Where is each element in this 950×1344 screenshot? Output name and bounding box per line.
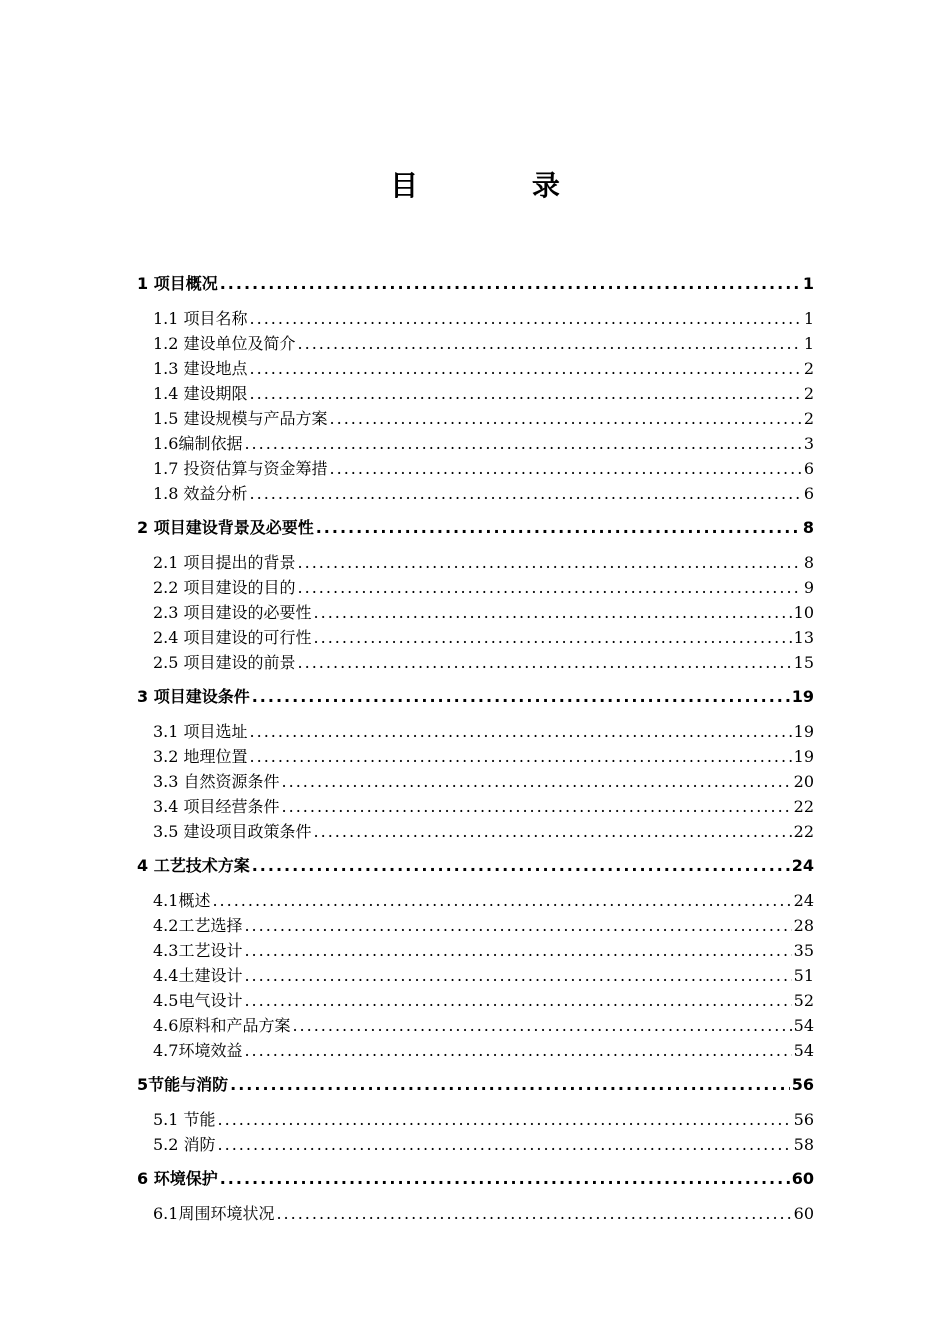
toc-entry-label: 2.3 项目建设的必要性 bbox=[153, 603, 312, 622]
toc-page-number: 19 bbox=[793, 747, 814, 766]
toc-section-entry[interactable] bbox=[137, 406, 814, 431]
toc-page-number: 1 bbox=[803, 334, 814, 353]
toc-dot-leader bbox=[314, 819, 792, 844]
toc-entry-label: 1.5 建设规模与产品方案 bbox=[153, 409, 328, 428]
toc-dot-leader bbox=[252, 684, 790, 710]
toc-entry-label: 4.1概述 bbox=[153, 891, 211, 910]
toc-page-number: 13 bbox=[793, 628, 814, 647]
toc-page-number: 9 bbox=[803, 578, 814, 597]
toc-chapter-entry[interactable] bbox=[137, 684, 814, 710]
toc-section-entry[interactable] bbox=[137, 1132, 814, 1157]
toc-dot-leader bbox=[330, 406, 802, 431]
toc-entry-label: 1 项目概况 bbox=[137, 274, 218, 293]
toc-entry-label: 2.4 项目建设的可行性 bbox=[153, 628, 312, 647]
toc-page-number: 56 bbox=[793, 1110, 814, 1129]
toc-section-entry[interactable] bbox=[137, 600, 814, 625]
toc-section-entry[interactable] bbox=[137, 1107, 814, 1132]
toc-dot-leader bbox=[250, 306, 802, 331]
toc-page-number: 24 bbox=[791, 856, 814, 875]
toc-entry-label: 6.1周围环境状况 bbox=[153, 1204, 275, 1223]
toc-page-number: 60 bbox=[793, 1204, 814, 1223]
toc-section-entry[interactable] bbox=[137, 650, 814, 675]
toc-entry-label: 4.5电气设计 bbox=[153, 991, 243, 1010]
toc-entry-label: 2 项目建设背景及必要性 bbox=[137, 518, 314, 537]
toc-section-entry[interactable] bbox=[137, 1201, 814, 1226]
toc-page-number: 35 bbox=[793, 941, 814, 960]
toc-chapter-entry[interactable] bbox=[137, 271, 814, 297]
toc-entry-label: 5.2 消防 bbox=[153, 1135, 216, 1154]
toc-dot-leader bbox=[244, 1038, 791, 1063]
toc-page-number: 6 bbox=[803, 459, 814, 478]
toc-page-number: 1 bbox=[802, 274, 814, 293]
toc-section-entry[interactable] bbox=[137, 938, 814, 963]
toc-section-entry[interactable] bbox=[137, 1038, 814, 1063]
toc-dot-leader bbox=[282, 794, 792, 819]
toc-dot-leader bbox=[244, 938, 791, 963]
toc-entry-label: 1.8 效益分析 bbox=[153, 484, 248, 503]
toc-entry-label: 6 环境保护 bbox=[137, 1169, 218, 1188]
toc-entry-label: 3.3 自然资源条件 bbox=[153, 772, 280, 791]
toc-section-entry[interactable] bbox=[137, 744, 814, 769]
toc-page-number: 8 bbox=[802, 518, 814, 537]
toc-entry-label: 3.2 地理位置 bbox=[153, 747, 248, 766]
toc-entry-label: 1.1 项目名称 bbox=[153, 309, 248, 328]
toc-entry-label: 3 项目建设条件 bbox=[137, 687, 250, 706]
toc-entry-label: 4.2工艺选择 bbox=[153, 916, 243, 935]
toc-dot-leader bbox=[298, 575, 802, 600]
toc-page-number: 54 bbox=[793, 1041, 814, 1060]
toc-entry-label: 3.5 建设项目政策条件 bbox=[153, 822, 312, 841]
toc-page-number: 2 bbox=[803, 409, 814, 428]
toc-entry-label: 3.1 项目选址 bbox=[153, 722, 248, 741]
toc-section-entry[interactable] bbox=[137, 575, 814, 600]
toc-dot-leader bbox=[316, 515, 801, 541]
toc-entry-label: 4 工艺技术方案 bbox=[137, 856, 250, 875]
toc-page-number: 54 bbox=[793, 1016, 814, 1035]
toc-section-entry[interactable] bbox=[137, 963, 814, 988]
toc-dot-leader bbox=[218, 1132, 792, 1157]
toc-page-number: 28 bbox=[793, 916, 814, 935]
toc-dot-leader bbox=[292, 1013, 791, 1038]
toc-section-entry[interactable] bbox=[137, 769, 814, 794]
toc-section-entry[interactable] bbox=[137, 819, 814, 844]
toc-page-number: 51 bbox=[793, 966, 814, 985]
toc-section-entry[interactable] bbox=[137, 431, 814, 456]
toc-section-entry[interactable] bbox=[137, 550, 814, 575]
toc-page-number: 8 bbox=[803, 553, 814, 572]
toc-dot-leader bbox=[250, 381, 802, 406]
toc-section-entry[interactable] bbox=[137, 888, 814, 913]
toc-entry-label: 1.4 建设期限 bbox=[153, 384, 248, 403]
toc-page-number: 52 bbox=[793, 991, 814, 1010]
toc-dot-leader bbox=[282, 769, 792, 794]
table-of-contents bbox=[137, 271, 814, 1226]
toc-section-entry[interactable] bbox=[137, 625, 814, 650]
toc-section-entry[interactable] bbox=[137, 988, 814, 1013]
toc-page-number: 56 bbox=[791, 1075, 814, 1094]
toc-page-number: 22 bbox=[793, 797, 814, 816]
toc-entry-label: 2.1 项目提出的背景 bbox=[153, 553, 296, 572]
toc-dot-leader bbox=[314, 600, 792, 625]
toc-chapter-entry[interactable] bbox=[137, 853, 814, 879]
toc-entry-label: 1.3 建设地点 bbox=[153, 359, 248, 378]
toc-page-number: 22 bbox=[793, 822, 814, 841]
toc-page-number: 24 bbox=[793, 891, 814, 910]
toc-entry-label: 2.5 项目建设的前景 bbox=[153, 653, 296, 672]
toc-page-number: 20 bbox=[793, 772, 814, 791]
toc-dot-leader bbox=[314, 625, 792, 650]
toc-chapter-entry[interactable] bbox=[137, 515, 814, 541]
toc-dot-leader bbox=[244, 431, 801, 456]
toc-dot-leader bbox=[250, 744, 792, 769]
toc-entry-label: 1.7 投资估算与资金筹措 bbox=[153, 459, 328, 478]
toc-dot-leader bbox=[276, 1201, 791, 1226]
toc-page-number: 2 bbox=[803, 359, 814, 378]
toc-dot-leader bbox=[218, 1107, 792, 1132]
toc-dot-leader bbox=[250, 356, 802, 381]
toc-page-number: 19 bbox=[793, 722, 814, 741]
toc-page-number: 19 bbox=[791, 687, 814, 706]
toc-page-number: 6 bbox=[803, 484, 814, 503]
toc-chapter-entry[interactable] bbox=[137, 1072, 814, 1098]
toc-chapter-entry[interactable] bbox=[137, 1166, 814, 1192]
toc-entry-label: 3.4 项目经营条件 bbox=[153, 797, 280, 816]
toc-dot-leader bbox=[244, 988, 791, 1013]
toc-entry-label: 4.4土建设计 bbox=[153, 966, 243, 985]
toc-dot-leader bbox=[244, 963, 791, 988]
toc-section-entry[interactable] bbox=[137, 331, 814, 356]
toc-entry-label: 1.2 建设单位及简介 bbox=[153, 334, 296, 353]
toc-dot-leader bbox=[330, 456, 802, 481]
toc-section-entry[interactable] bbox=[137, 306, 814, 331]
toc-section-entry[interactable] bbox=[137, 1013, 814, 1038]
toc-dot-leader bbox=[250, 481, 802, 506]
toc-dot-leader bbox=[212, 888, 791, 913]
toc-page-number: 2 bbox=[803, 384, 814, 403]
toc-section-entry[interactable] bbox=[137, 794, 814, 819]
toc-dot-leader bbox=[244, 913, 791, 938]
page-title: 目 录 bbox=[390, 169, 612, 202]
toc-page-number: 15 bbox=[793, 653, 814, 672]
toc-entry-label: 2.2 项目建设的目的 bbox=[153, 578, 296, 597]
toc-page-number: 1 bbox=[803, 309, 814, 328]
toc-dot-leader bbox=[220, 1166, 790, 1192]
toc-page-number: 58 bbox=[793, 1135, 814, 1154]
toc-dot-leader bbox=[252, 853, 790, 879]
toc-entry-label: 5节能与消防 bbox=[137, 1075, 229, 1094]
toc-dot-leader bbox=[298, 331, 802, 356]
toc-entry-label: 4.6原料和产品方案 bbox=[153, 1016, 291, 1035]
toc-dot-leader bbox=[250, 719, 792, 744]
toc-page-number: 60 bbox=[791, 1169, 814, 1188]
toc-section-entry[interactable] bbox=[137, 913, 814, 938]
toc-entry-label: 4.3工艺设计 bbox=[153, 941, 243, 960]
toc-entry-label: 5.1 节能 bbox=[153, 1110, 216, 1129]
toc-section-entry[interactable] bbox=[137, 719, 814, 744]
toc-entry-label: 4.7环境效益 bbox=[153, 1041, 243, 1060]
toc-page-number: 10 bbox=[793, 603, 814, 622]
toc-page-number: 3 bbox=[803, 434, 814, 453]
toc-entry-label: 1.6编制依据 bbox=[153, 434, 243, 453]
toc-section-entry[interactable] bbox=[137, 481, 814, 506]
toc-dot-leader bbox=[220, 271, 801, 297]
toc-section-entry[interactable] bbox=[137, 381, 814, 406]
toc-dot-leader bbox=[298, 650, 792, 675]
toc-dot-leader bbox=[230, 1072, 790, 1098]
toc-section-entry[interactable] bbox=[137, 456, 814, 481]
toc-section-entry[interactable] bbox=[137, 356, 814, 381]
toc-dot-leader bbox=[298, 550, 802, 575]
